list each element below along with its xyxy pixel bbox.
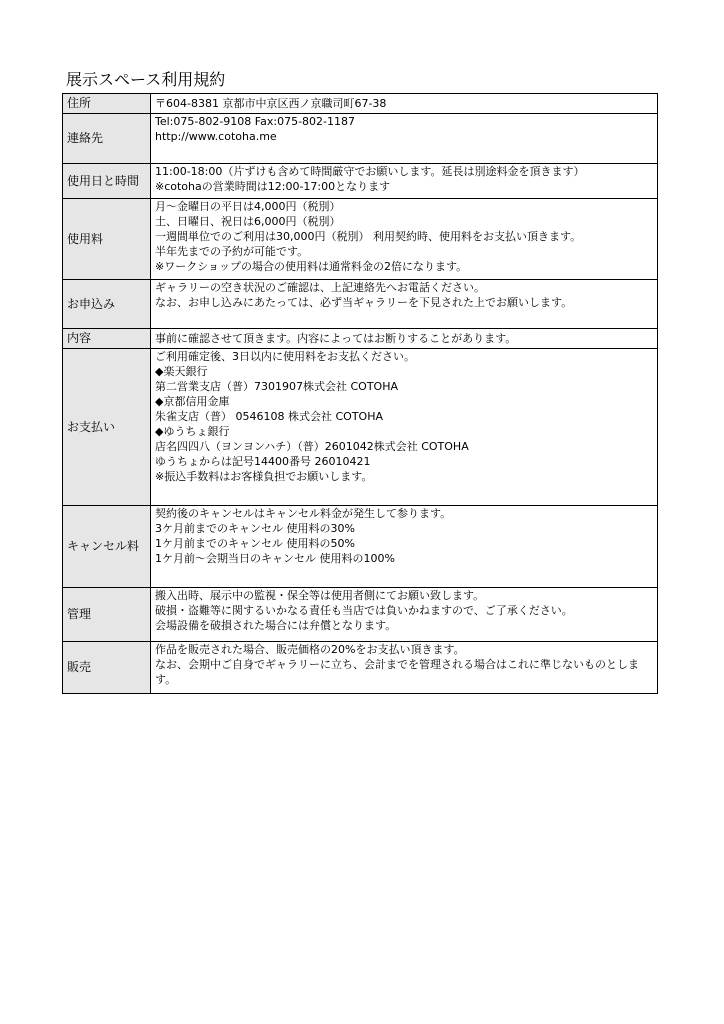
text-line: ゆうちょからは記号14400番号 26010421 <box>155 455 371 468</box>
text-line: 半年先までの予約が可能です。 <box>155 245 309 258</box>
row-label-contact: 連絡先 <box>63 114 151 164</box>
text-line: 月～金曜日の平日は4,000円（税別） <box>155 200 341 213</box>
text-line: ※振込手数料はお客様負担でお願いします。 <box>155 470 373 483</box>
text-line: 1ケ月前までのキャンセル 使用料の50% <box>155 537 355 550</box>
row-content <box>63 329 658 349</box>
text-line: 一週間単位でのご利用は30,000円（税別） 利用契約時、使用料をお支払い頂きます。 <box>155 230 582 243</box>
row-value-payment <box>151 349 658 506</box>
row-value-hours <box>151 164 658 199</box>
row-management <box>63 588 658 642</box>
text-line: 契約後のキャンセルはキャンセル料金が発生して参ります。 <box>155 507 452 520</box>
text-line: 破損・盗難等に関するいかなる責任も当店では負いかねますので、ご了承ください。 <box>155 604 573 617</box>
text-line: 土、日曜日、祝日は6,000円（税別） <box>155 215 341 228</box>
row-address <box>63 94 658 114</box>
terms-table <box>62 93 658 694</box>
text-line: http://www.cotoha.me <box>155 130 277 143</box>
row-label-management: 管理 <box>63 588 151 642</box>
text-line: 11:00-18:00（片ずけも含めて時間厳守でお願いします。延長は別途料金を頂きます） <box>155 165 585 178</box>
row-value-management <box>151 588 658 642</box>
text-line: ギャラリーの空き状況のご確認は、上記連絡先へお電話ください。 <box>155 281 485 294</box>
row-value-application <box>151 280 658 329</box>
text-line: 第二営業支店（普）7301907株式会社 COTOHA <box>155 380 398 393</box>
text-line: なお、会期中ご自身でギャラリーに立ち、会計までを管理される場合はこれに準じないものとします。 <box>155 658 639 686</box>
row-label-fee: 使用料 <box>63 199 151 280</box>
text-line: ご利用確定後、3日以内に使用料をお支払ください。 <box>155 350 415 363</box>
text-line: 3ケ月前までのキャンセル 使用料の30% <box>155 522 355 535</box>
text-line: ◆ゆうちょ銀行 <box>155 425 230 438</box>
text-line: なお、お申し込みにあたっては、必ず当ギャラリーを下見された上でお願いします。 <box>155 296 573 309</box>
text-line: ◆京都信用金庫 <box>155 395 230 408</box>
row-fee <box>63 199 658 280</box>
text-line: 店名四四八（ヨンヨンハチ）（普）2601042株式会社 COTOHA <box>155 440 469 453</box>
text-line: Tel:075-802-9108 Fax:075-802-1187 <box>155 115 355 128</box>
row-application <box>63 280 658 329</box>
row-sales <box>63 642 658 694</box>
text-line: 搬入出時、展示中の監視・保全等は使用者側にてお願い致します。 <box>155 589 485 602</box>
page-title: 展示スペース利用規約 <box>66 70 226 89</box>
text-line: 作品を販売された場合、販売価格の20%をお支払い頂きます。 <box>155 643 465 656</box>
row-label-cancel: キャンセル料 <box>63 506 151 588</box>
row-label-hours: 使用日と時間 <box>63 164 151 199</box>
row-label-content: 内容 <box>63 329 151 349</box>
row-label-sales: 販売 <box>63 642 151 694</box>
row-value-address <box>151 94 658 114</box>
row-label-payment: お支払い <box>63 349 151 506</box>
row-value-contact <box>151 114 658 164</box>
row-payment <box>63 349 658 506</box>
row-cancel <box>63 506 658 588</box>
text-line: 朱雀支店（普） 0546108 株式会社 COTOHA <box>155 410 383 423</box>
text-line: 事前に確認させて頂きます。内容によってはお断りすることがあります。 <box>155 332 517 345</box>
row-contact <box>63 114 658 164</box>
text-line: 1ケ月前～会期当日のキャンセル 使用料の100% <box>155 552 395 565</box>
row-value-content <box>151 329 658 349</box>
row-value-cancel <box>151 506 658 588</box>
row-value-fee <box>151 199 658 280</box>
text-line: 会場設備を破損された場合には弁償となります。 <box>155 619 397 632</box>
row-hours <box>63 164 658 199</box>
text-line: ※cotohaの営業時間は12:00-17:00となります <box>155 180 391 193</box>
row-label-address: 住所 <box>63 94 151 114</box>
row-label-application: お申込み <box>63 280 151 329</box>
text-line: 〒604-8381 京都市中京区西ノ京職司町67-38 <box>155 97 387 110</box>
text-line: ※ワークショップの場合の使用料は通常料金の2倍になります。 <box>155 260 468 273</box>
text-line: ◆楽天銀行 <box>155 365 208 378</box>
row-value-sales <box>151 642 658 694</box>
